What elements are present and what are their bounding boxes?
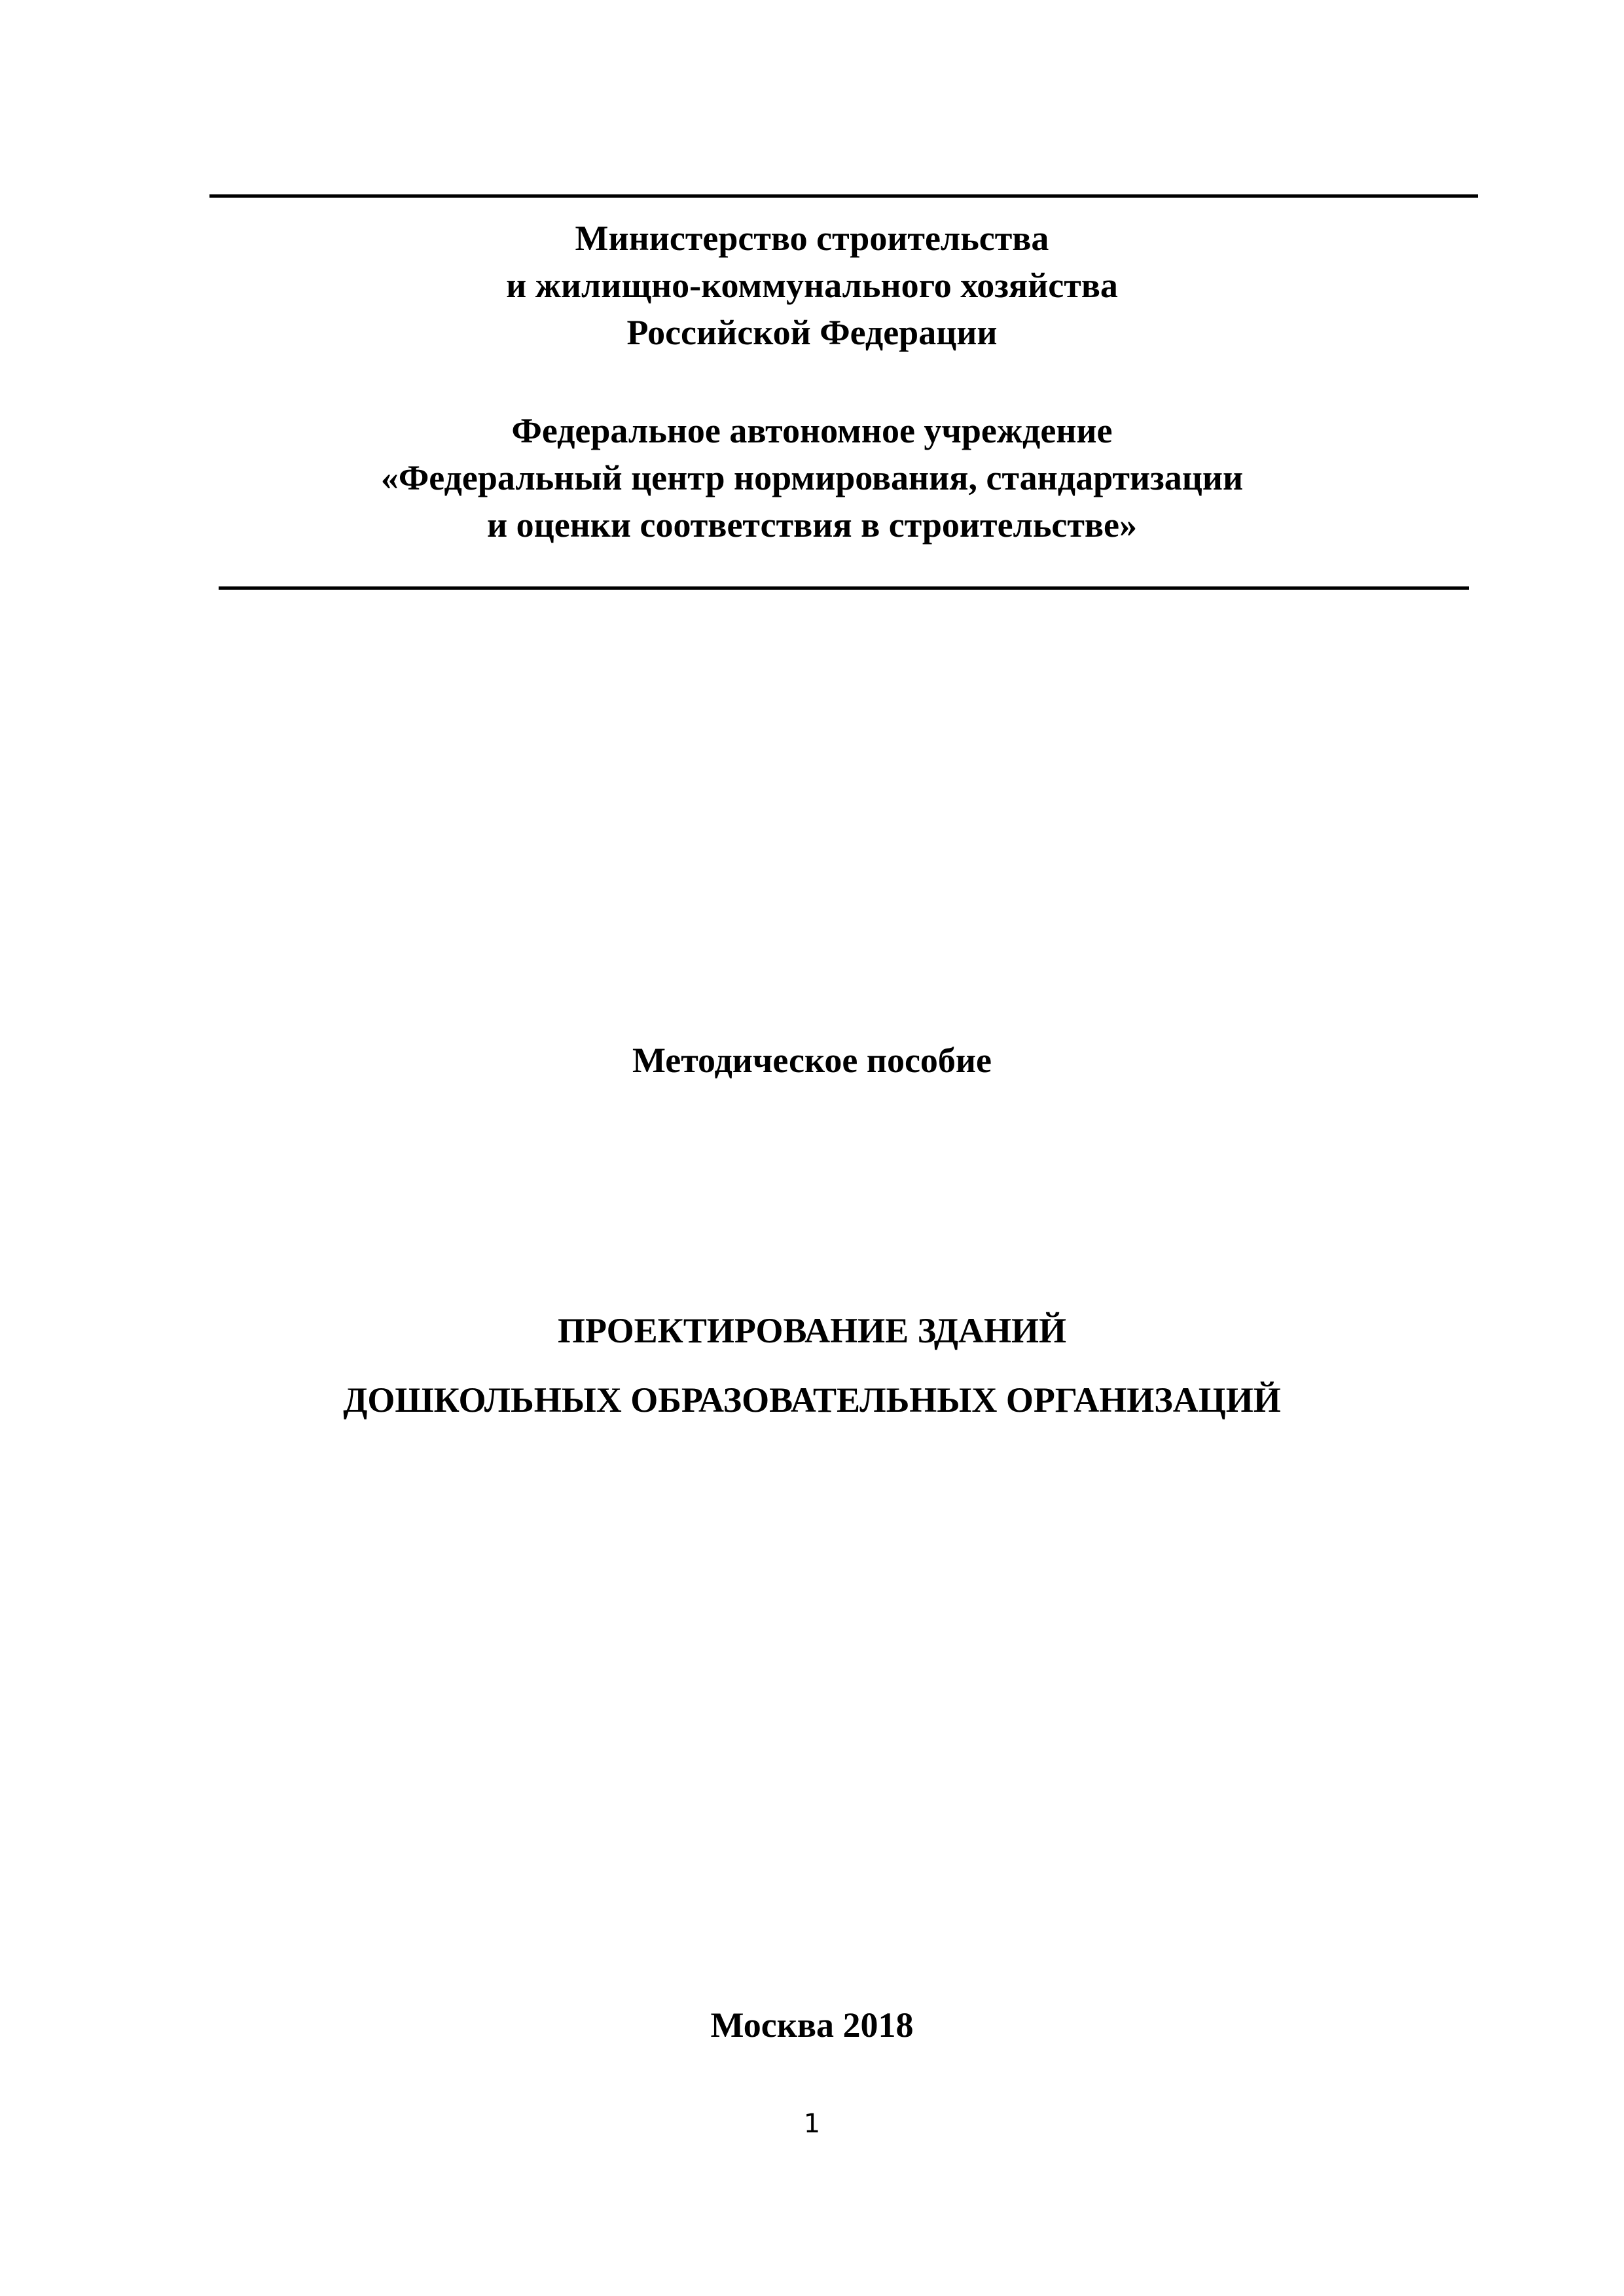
document-title-line-1: ПРОЕКТИРОВАНИЕ ЗДАНИЙ: [557, 1311, 1067, 1350]
header-top-rule: [209, 194, 1478, 198]
document-title-line-2: ДОШКОЛЬНЫХ ОБРАЗОВАТЕЛЬНЫХ ОРГАНИЗАЦИЙ: [343, 1380, 1281, 1420]
document-type: [0, 1037, 1624, 1084]
institution-line-1: Федеральное автономное учреждение: [511, 411, 1113, 450]
institution-line-3: и оценки соответствия в строительстве»: [486, 505, 1138, 545]
document-type-text: Методическое пособие: [632, 1041, 992, 1080]
institution-line-2: «Федеральный центр нормирования, стандартизации: [380, 458, 1244, 497]
document-title: [0, 1296, 1624, 1435]
header-bottom-rule: [219, 586, 1469, 590]
ministry-line-2: и жилищно-коммунального хозяйства: [506, 266, 1118, 305]
page-number: 1: [803, 2109, 821, 2139]
place-year-text: Москва 2018: [710, 2005, 914, 2045]
institution-name: [0, 407, 1624, 548]
ministry-line-1: Министерство строительства: [575, 219, 1049, 258]
place-year: [0, 2001, 1624, 2049]
ministry-line-3: Российской Федерации: [626, 313, 998, 352]
ministry-name: [0, 215, 1624, 356]
